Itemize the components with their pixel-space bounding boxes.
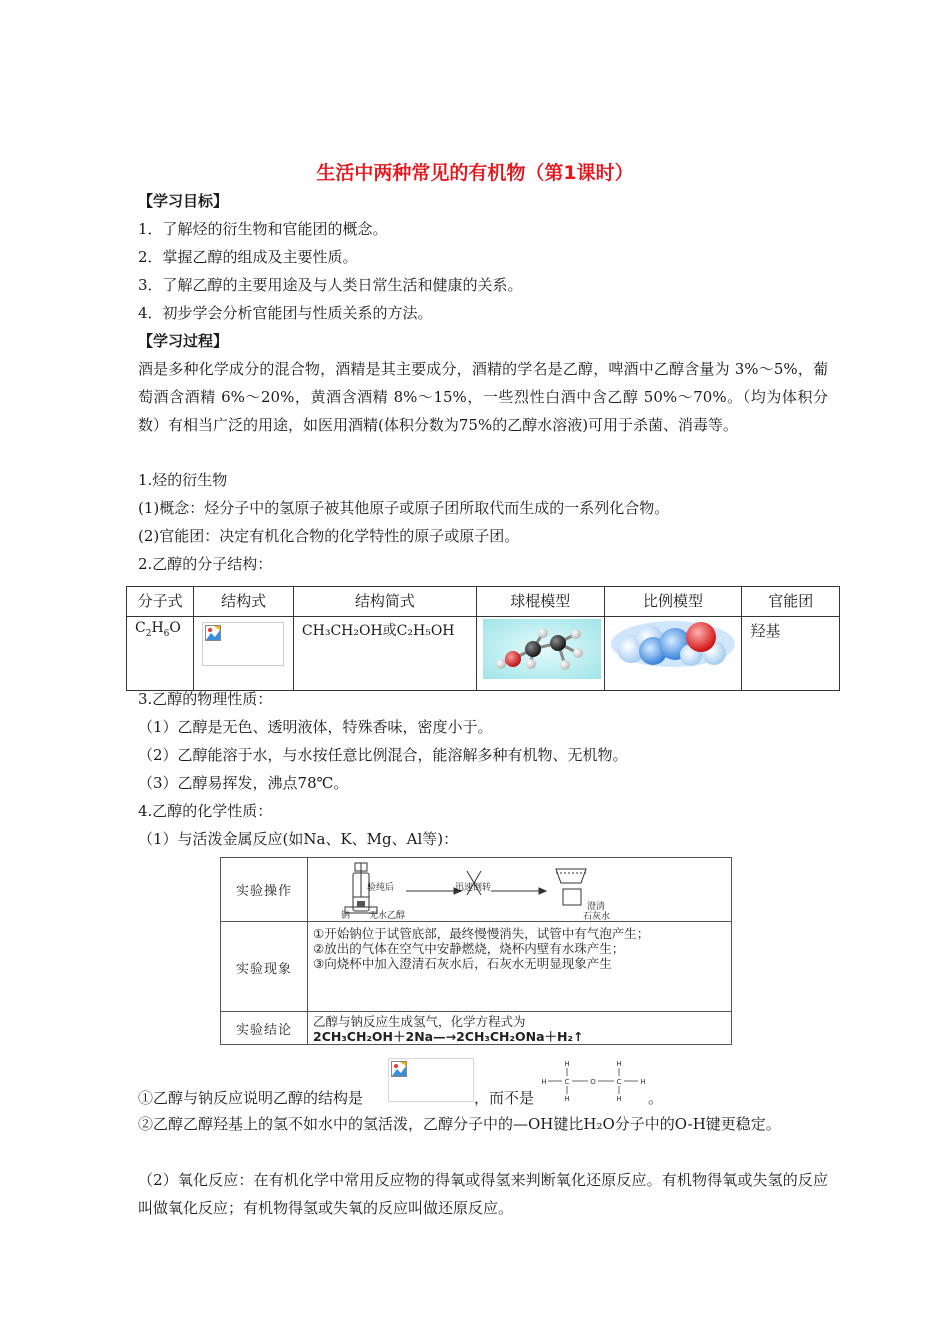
objective-item: 3．了解乙醇的主要用途及与人类日常生活和健康的关系。 (138, 276, 523, 294)
experiment-phenomenon-row (221, 921, 731, 1012)
dimethyl-ether-structure (540, 1060, 650, 1102)
table-header: 结构简式 (293, 587, 476, 617)
molecular-formula-cell: $C_2H_6O$ (127, 617, 194, 691)
experiment-conclusion-row (221, 1011, 731, 1045)
note-line-1-end: 。 (648, 1089, 664, 1107)
simple-formula-cell: CH₃CH₂OH或C₂H₅OH (293, 617, 476, 691)
conclusion-text: 乙醇与钠反应生成氢气，化学方程式为 2CH₃CH₂OH＋2Na—→2CH₃CH₂ONa＋H₂↑ (313, 1014, 723, 1044)
broken-image-icon (205, 625, 221, 641)
table-header: 结构式 (194, 587, 294, 617)
section-heading: 3.乙醇的物理性质： (138, 690, 273, 708)
apparatus-label: 石灰水 (583, 912, 611, 922)
table-header: 球棍模型 (476, 587, 604, 617)
atom-label: H (616, 1060, 622, 1068)
apparatus-label: 迅速倒转 (455, 883, 492, 893)
atom-label: O (590, 1078, 596, 1086)
physical-property-item: （2）乙醇能溶于水，与水按任意比例混合，能溶解多种有机物、无机物。 (138, 746, 628, 764)
atom-label: H (564, 1095, 570, 1102)
section-heading: 1.烃的衍生物 (138, 471, 228, 489)
space-filling-model-cell (604, 617, 742, 691)
table-header: 官能团 (742, 587, 840, 617)
space-filling-model-image (609, 619, 737, 669)
objectives-heading: 【学习目标】 (138, 192, 229, 210)
phenomenon-item: ①开始钠位于试管底部，最终慢慢消失，试管中有气泡产生； (313, 926, 650, 941)
oxidation-reaction-text: （2）氧化反应：在有机化学中常用反应物的得氧或得氢来判断氧化还原反应。有机物得氧或失氢的反应叫做氧化反应；有机物得氢或失氧的反应叫做还原反应。 (138, 1171, 828, 1217)
reaction-item: （1）与活泼金属反应(如Na、K、Mg、Al等)： (138, 830, 459, 848)
ethanol-structure-image (388, 1058, 474, 1102)
objective-item: 2．掌握乙醇的组成及主要性质。 (138, 248, 358, 266)
ball-stick-model-cell (476, 617, 604, 691)
objective-item: 1．了解烃的衍生物和官能团的概念。 (138, 220, 388, 238)
atom-label: H (616, 1095, 622, 1102)
functional-group-cell: 羟基 (742, 617, 840, 691)
functional-group-text: (2)官能团：决定有机化合物的化学特性的原子或原子团。 (138, 527, 520, 545)
note-line-1: ①乙醇与钠反应说明乙醇的结构是 (138, 1089, 364, 1107)
concept-text: (1)概念：烃分子中的氢原子被其他原子或原子团所取代而生成的一系列化合物。 (138, 499, 670, 517)
atom-label: H (541, 1078, 547, 1086)
structural-formula-cell (194, 617, 294, 691)
page-title: 生活中两种常见的有机物（第1课时） (316, 162, 634, 184)
experiment-table (220, 857, 732, 1045)
note-line-1-mid: ，而不是 (474, 1089, 535, 1107)
atom-label: H (564, 1060, 570, 1068)
apparatus-label: 无水乙醇 (369, 911, 406, 921)
process-heading: 【学习过程】 (138, 332, 229, 350)
table-header: 分子式 (127, 587, 194, 617)
section-heading: 4.乙醇的化学性质： (138, 802, 273, 820)
ball-stick-model-image (483, 619, 601, 679)
table-header: 比例模型 (604, 587, 742, 617)
section-heading: 2.乙醇的分子结构： (138, 555, 273, 573)
molecular-structure-table (126, 586, 840, 691)
objective-item: 4．初步学会分析官能团与性质关系的方法。 (138, 304, 433, 322)
atom-label: C (616, 1078, 622, 1086)
phenomenon-item: ③向烧杯中加入澄清石灰水后，石灰水无明显现象产生 (313, 956, 612, 971)
physical-property-item: （1）乙醇是无色、透明液体，特殊香味，密度小于。 (138, 718, 493, 736)
apparatus-label: 钠 (341, 911, 351, 921)
intro-paragraph: 酒是多种化学成分的混合物，酒精是其主要成分，酒精的学名是乙醇，啤酒中乙醇含量为 3%～5%，葡萄酒含酒精 6%～20%，黄酒含酒精 8%～15%，一些烈性白酒中含乙醇 50%～70%。（均为体积分数）有相当广泛的用途，如医用酒精(体积分数为75%的乙醇水溶液)可用于杀菌、消毒等。 (138, 360, 828, 434)
chemical-equation: 2CH₃CH₂OH＋2Na—→2CH₃CH₂ONa＋H₂↑ (313, 1029, 584, 1044)
row-label: 实验结论 (221, 1012, 308, 1045)
note-2: ②乙醇乙醇羟基上的氢不如水中的氢活泼，乙醇分子中的—OH键比H₂O分子中的O-H键更稳定。 (138, 1115, 781, 1133)
atom-label: C (564, 1078, 570, 1086)
row-label: 实验现象 (221, 922, 308, 1012)
experiment-operation-row (221, 857, 731, 921)
apparatus-label: 验纯后 (367, 883, 395, 893)
broken-image-icon (391, 1061, 407, 1077)
apparatus-label: 澄清 (587, 902, 606, 912)
structural-formula-image (202, 622, 284, 666)
row-label: 实验操作 (221, 857, 308, 921)
phenomenon-item: ②放出的气体在空气中安静燃烧，烧杯内壁有水珠产生； (313, 941, 625, 956)
atom-label: H (640, 1078, 646, 1086)
physical-property-item: （3）乙醇易挥发，沸点78℃。 (138, 774, 349, 792)
phenomenon-list (313, 926, 723, 971)
